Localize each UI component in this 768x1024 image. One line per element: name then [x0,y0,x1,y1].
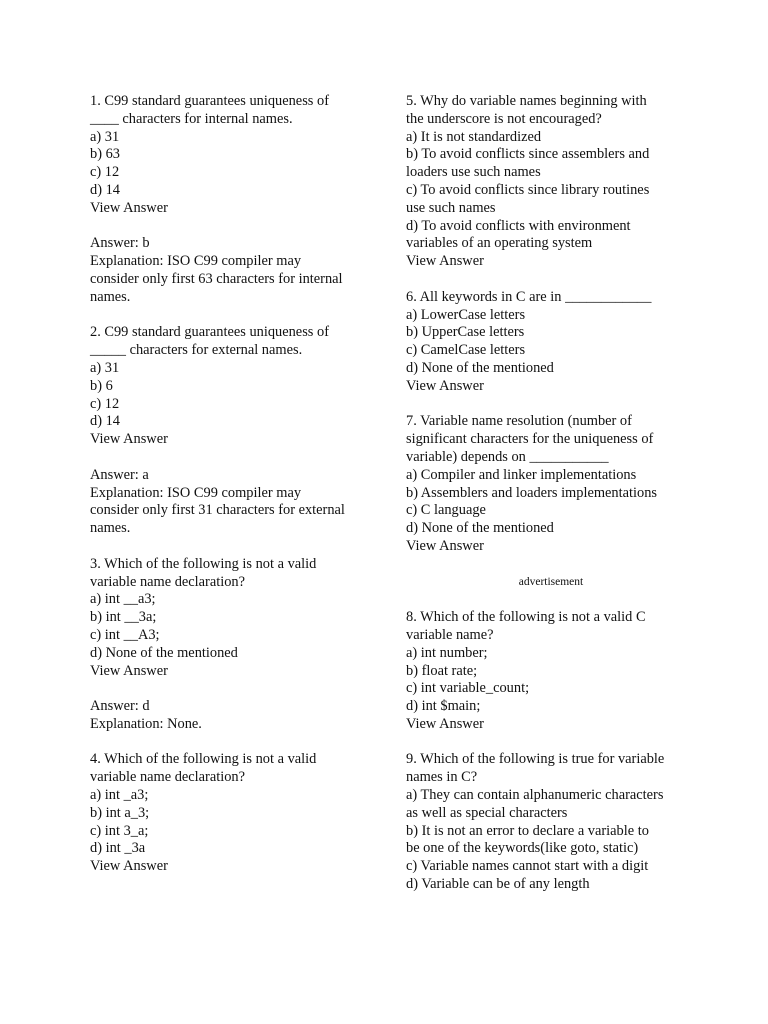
question-text: ____ characters for internal names. [90,110,293,127]
answer-option: d) None of the mentioned [406,520,554,537]
view-answer-link[interactable]: View Answer [90,199,168,216]
answer-option: c) To avoid conflicts since library routines [406,181,650,198]
answer-option: a) LowerCase letters [406,306,526,323]
answer-option: d) 14 [90,413,120,430]
question-block [90,324,375,449]
question-text: 2. C99 standard guarantees uniqueness of [90,324,329,341]
question-block [406,609,696,734]
question-text: variable name? [406,626,494,643]
question-text: 1. C99 standard guarantees uniqueness of [90,93,329,109]
view-answer-link[interactable]: View Answer [90,662,168,679]
question-text: variable name declaration? [90,769,246,786]
answer-option: a) int _a3; [90,787,149,804]
answer-option: c) Variable names cannot start with a digit [406,858,649,875]
answer-option: c) CamelCase letters [406,342,526,359]
question-block [90,93,375,218]
explanation-text: consider only first 31 characters for external [90,502,345,519]
question-block [406,413,696,555]
question-block [406,289,696,396]
question-text: significant characters for the uniqueness of [406,431,654,448]
answer-option: b) int a_3; [90,804,150,821]
view-answer-link[interactable]: View Answer [406,377,484,394]
answer-option: use such names [406,199,496,216]
explanation-text: names. [90,288,131,305]
answer-text: Answer: a [90,466,149,483]
answer-option: be one of the keywords(like goto, static) [406,840,639,857]
question-text: 3. Which of the following is not a valid [90,555,317,572]
answer-option: b) float rate; [406,662,478,679]
explanation-text: Explanation: ISO C99 compiler may [90,253,302,270]
answer-option: a) They can contain alphanumeric characters [406,787,664,804]
answer-option: c) int __A3; [90,626,160,643]
question-block [406,751,696,893]
answer-option: c) 12 [90,395,120,412]
answer-option: d) None of the mentioned [406,359,554,376]
answer-option: b) To avoid conflicts since assemblers and [406,146,650,163]
answer-option: a) Compiler and linker implementations [406,466,637,483]
answer-option: b) 63 [90,146,120,163]
question-text: the underscore is not encouraged? [406,110,602,127]
answer-option: a) int number; [406,644,488,661]
question-text: names in C? [406,769,478,786]
answer-option: a) int __a3; [90,591,156,608]
explanation-text: names. [90,520,131,537]
answer-option: d) 14 [90,181,120,198]
question-text: 4. Which of the following is not a valid [90,751,317,768]
answer-option: variables of an operating system [406,235,593,252]
answer-text: Answer: d [90,698,150,715]
question-text: 5. Why do variable names beginning with [406,93,647,109]
answer-option: b) int __3a; [90,609,157,626]
answer-option: a) 31 [90,359,120,376]
answer-option: c) C language [406,502,486,519]
question-text: 9. Which of the following is true for variable [406,751,665,768]
answer-option: c) int 3_a; [90,822,149,839]
question-text: 6. All keywords in C are in ____________ [406,288,652,305]
right-column [406,93,696,912]
view-answer-link[interactable]: View Answer [406,537,484,554]
question-block [90,556,375,681]
left-column [90,93,375,894]
answer-option: d) int $main; [406,698,481,715]
answer-block [90,698,375,734]
answer-option: loaders use such names [406,164,541,181]
view-answer-link[interactable]: View Answer [406,253,484,270]
answer-option: b) Assemblers and loaders implementations [406,484,657,501]
advertisement-label: advertisement [518,575,584,588]
answer-option: d) Variable can be of any length [406,876,590,893]
answer-option: b) UpperCase letters [406,324,525,341]
question-block [90,751,375,876]
answer-option: d) None of the mentioned [90,644,238,661]
answer-option: a) 31 [90,128,120,145]
question-block [406,93,696,271]
answer-text: Answer: b [90,235,150,252]
answer-block [90,235,375,306]
explanation-text: consider only first 63 characters for internal [90,270,343,287]
answer-option: a) It is not standardized [406,128,542,145]
answer-option: b) It is not an error to declare a variable to [406,822,649,839]
answer-option: d) To avoid conflicts with environment [406,217,631,234]
answer-option: as well as special characters [406,804,568,821]
view-answer-link[interactable]: View Answer [90,858,168,875]
question-text: 8. Which of the following is not a valid C [406,609,646,626]
question-text: variable) depends on ___________ [406,448,609,465]
answer-block [90,467,375,538]
question-text: 7. Variable name resolution (number of [406,413,632,430]
answer-option: c) 12 [90,164,120,181]
explanation-text: Explanation: ISO C99 compiler may [90,484,302,501]
answer-option: d) int _3a [90,840,146,857]
answer-option: b) 6 [90,377,113,394]
question-text: _____ characters for external names. [90,342,303,359]
question-text: variable name declaration? [90,573,246,590]
answer-option: c) int variable_count; [406,680,530,697]
view-answer-link[interactable]: View Answer [406,715,484,732]
view-answer-link[interactable]: View Answer [90,431,168,448]
explanation-text: Explanation: None. [90,715,202,732]
